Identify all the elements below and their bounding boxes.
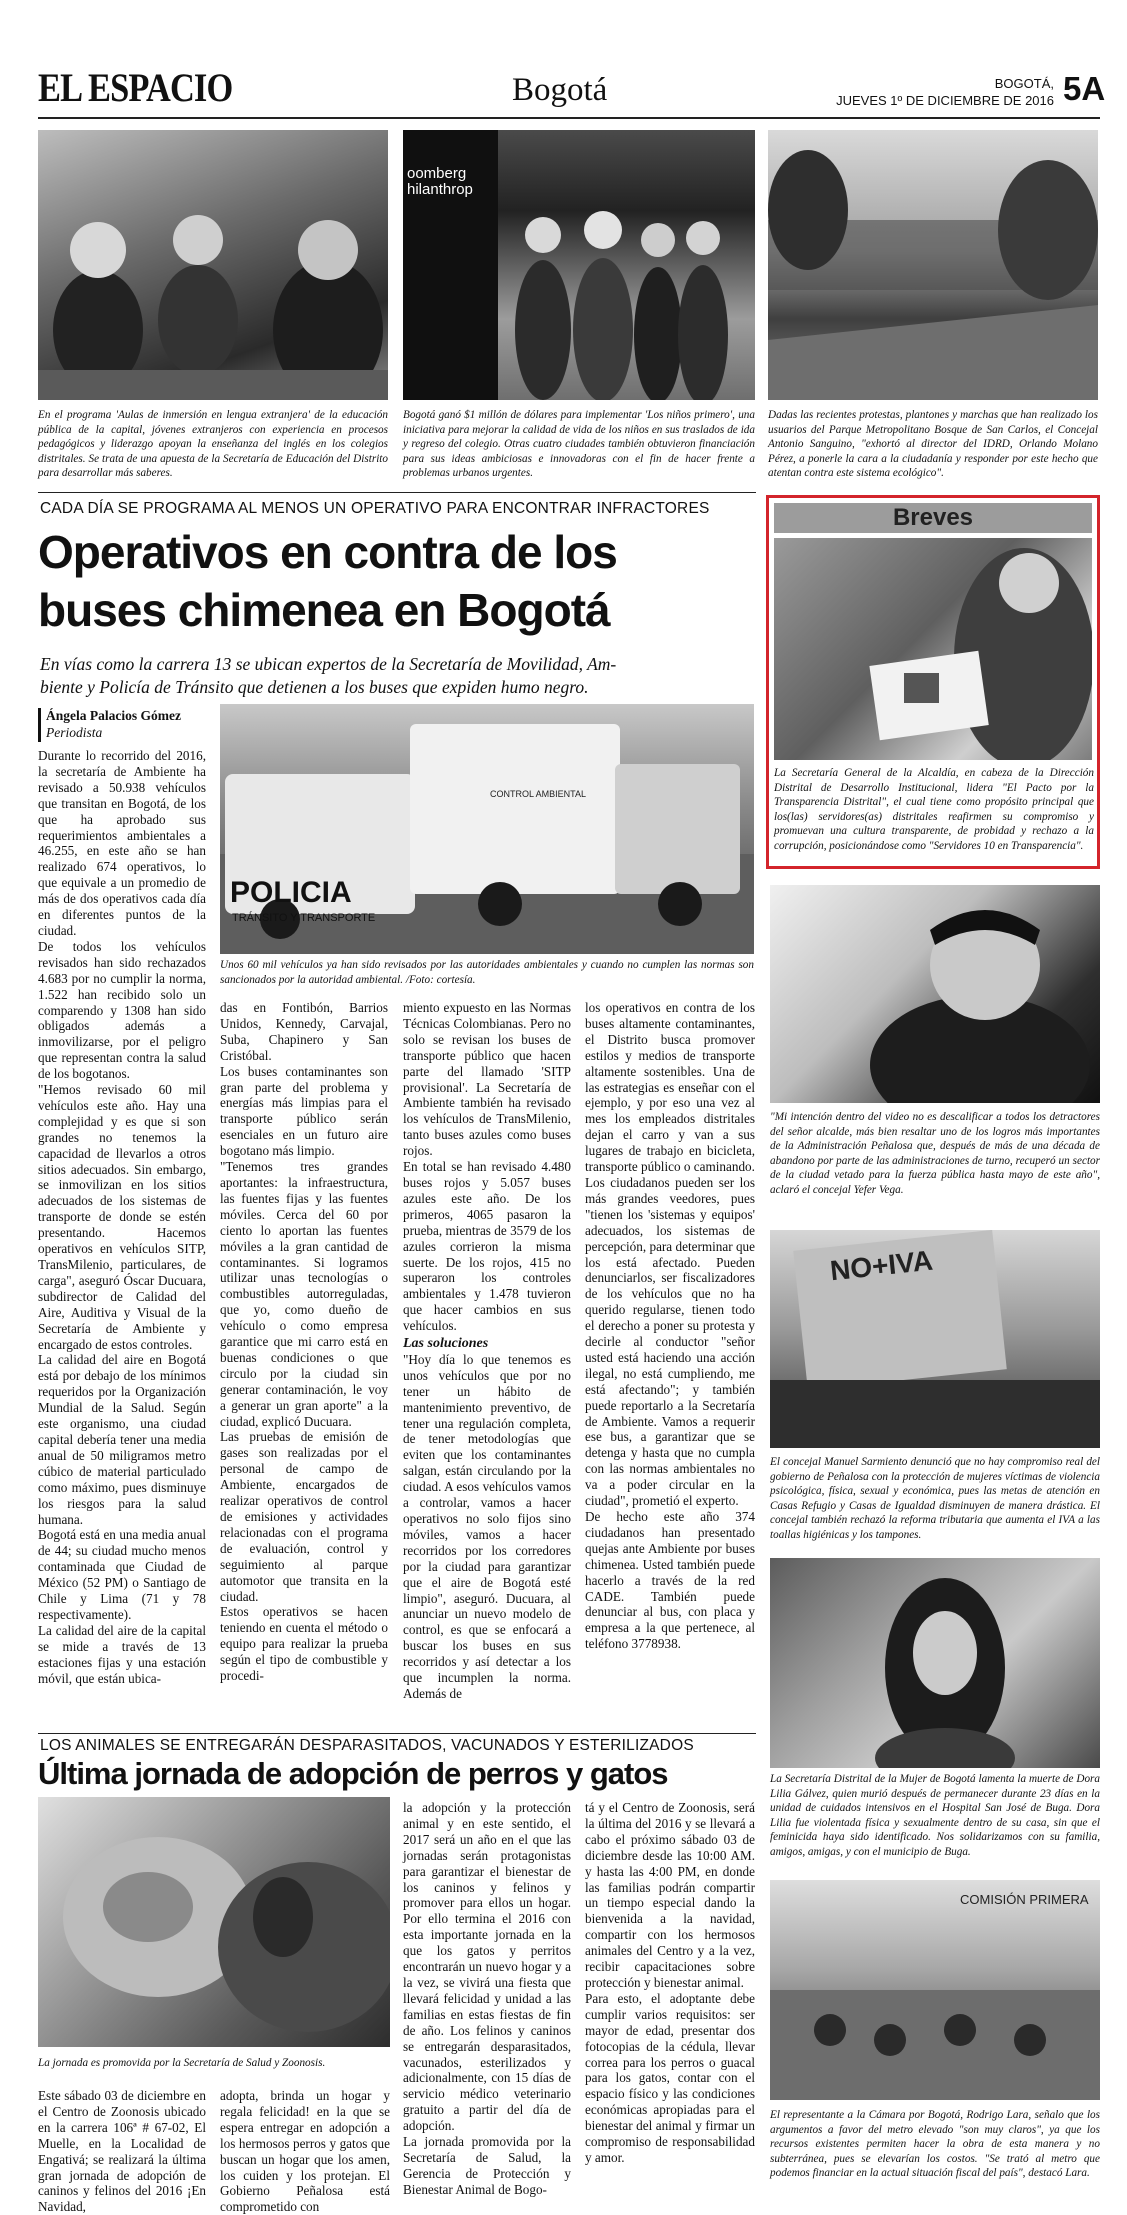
main-col-3-p2: En total se han revisado 4.480 buses rojos y 5.057 buses azules este año. De los primeros, 4065 pasaron la prueba, mientras de 3579 de los azules corrieron la misma suerte. De los rojos, 415 no superaron los controles ambientales y 1.478 tuvieron que hacer cambios en sus vehículos. — [403, 1159, 571, 1334]
victim-caption: La Secretaría Distrital de la Mujer de Bogotá lamenta la muerte de Dora Lilia Gálvez, quien murió después de permanecer durante 23 días en la unidad de cuidados intensivos en el Hospital San José de Buga. Dora Lilia fue violentada física y sexualmente dentro de su casa, sin que el feminicida haya sido identificado. Nos solidarizamos con su familia, amigos, amigas, y con el municipio de Buga. — [770, 1773, 1100, 1858]
main-col-2-p2: Los buses contaminantes son gran parte del problema y energías más limpias para el transporte público serán esenciales en un futuro aire bogotano más limpio. — [220, 1063, 388, 1159]
author-role: Periodista — [46, 725, 103, 740]
main-headline-1: Operativos en contra de los — [38, 526, 617, 578]
education-photo — [38, 130, 388, 400]
adoption-kicker: LOS ANIMALES SE ENTREGARÁN DESPARASITADOS, VACUNADOS Y ESTERILIZADOS — [40, 1737, 694, 1754]
adoption-col-2 — [220, 2088, 390, 2215]
main-deck-1: En vías como la carrera 13 se ubican expertos de la Secretaría de Movilidad, Am- — [40, 654, 617, 674]
masthead-city: BOGOTÁ, — [994, 76, 1054, 91]
truck-text: CONTROL AMBIENTAL — [490, 789, 587, 799]
protest-sign-photo — [770, 1230, 1100, 1448]
dog-cat-photo — [38, 1797, 390, 2047]
bloomberg-sign: oomberg hilanthrop — [407, 165, 473, 198]
police-vehicle-subtext: TRÁNSITO Y TRANSPORTE — [232, 912, 376, 924]
page-number: 5A — [1063, 70, 1106, 107]
main-col-2 — [220, 1000, 388, 1684]
park-protest-photo — [768, 130, 1098, 400]
councilman-vega-photo — [770, 885, 1100, 1103]
bus-inspection-caption: Unos 60 mil vehículos ya han sido revisados por las autoridades ambientales y cuando no cumplen las normas son sancionados por la autoridad ambiental. /Foto: cortesía. — [220, 959, 754, 986]
councilman-sarmiento-caption: El concejal Manuel Sarmiento denunció que no hay compromiso real del gobierno de Peñalosa con la protección de mujeres víctimas de violencia psicológica, física, sexual y económica, pues las metas de atención en Casas Refugio y Casas de Igualdad disminuyen de manera drástica. El concejal también rechazó la reforma tributaria que aumenta el IVA a las toallas higiénicas y los tampones. — [770, 1456, 1100, 1541]
adoption-headline: Última jornada de adopción de perros y gatos — [38, 1756, 668, 1791]
logo: EL ESPACIO — [38, 65, 233, 110]
bloomberg-caption: Bogotá ganó $1 millón de dólares para implementar 'Los niños primero', una iniciativa para mejorar la calidad de vida de los niños en sus traslados de ida y regreso del colegio. Otras cuatro ciudades también obtuvieron financiación para sus ideas ambiciosas e innovadoras con el fin de hacer frente a problemas urbanos urgentes. — [403, 409, 755, 480]
main-col-2-p5: Estos operativos se hacen teniendo en cuenta el método o equipo para realizar la prueba según el tipo de combustible y procedi- — [220, 1604, 388, 1684]
main-kicker: CADA DÍA SE PROGRAMA AL MENOS UN OPERATIVO PARA ENCONTRAR INFRACTORES — [40, 500, 710, 517]
breves-box[interactable] — [766, 495, 1100, 869]
breves-title: Breves — [892, 504, 974, 531]
dog-cat-caption: La jornada es promovida por la Secretaría de Salud y Zoonosis. — [38, 2057, 326, 2069]
adoption-col-2-p1: adopta, brinda un hogar y regala felicidad! en la que se espera entregar en adopción a los hermosos perros y gatos que buscan un hogar que los amen, los cuiden y los protejan. El Gobierno Peñalosa está comprometido con — [220, 2088, 390, 2215]
main-col-1-p2: De todos los vehículos revisados han sido rechazados 4.683 por no cumplir la norma, 1.522 han recibido solo un comparendo y 1308 han sido obligados además a inmovilizarse, por el peligro que representan contra la salud de los bogotanos. — [38, 938, 206, 1082]
transparency-pact-photo — [774, 538, 1092, 760]
adoption-col-4 — [585, 1800, 755, 2166]
main-col-1-p6: La calidad del aire de la capital se mide a través de 13 estaciones fijas y una estación móvil, que están ubica- — [38, 1622, 206, 1686]
adoption-col-4-p1: tá y el Centro de Zoonosis, será la última del 2016 y se llevará a cabo el próximo sábado 03 de diciembre desde las 10:00 AM. y hasta las 4:00 PM, en donde las familias podrán compartir un tiempo especial dando la bienvenida a la navidad, compartir con los hermosos animales del Centro y a la vez, recibir capacitaciones sobre protección y bienestar animal. — [585, 1800, 755, 1990]
representative-lara-caption: El representante a la Cámara por Bogotá, Rodrigo Lara, señalo que los argumentos a favor del metro elevado "son muy claros", ya que los recursos existentes permiten hacer la obra de esta manera y no subterránea, pues se elevarían los costos. "Se trató al metro que podemos financiar en la actual situación fiscal del país", destacó Lara. — [770, 2109, 1100, 2180]
masthead-rule — [38, 117, 1100, 119]
main-col-2-p4: Las pruebas de emisión de gases son realizadas por el personal de campo de Ambiente, encargados de realizar operativos de control de emisiones y actividades relacionadas con el programa de evaluación, control y seguimiento al parque automotor que transita en la ciudad. — [220, 1429, 388, 1604]
main-col-4-p2: Los ciudadanos pueden ser los más grandes veedores, pues "tienen los 'sistemas y equipos' adecuados, los sistemas de percepción, para determinar que los está afectado. Pueden denunciarlos, ser fiscalizadores de los vehículos que no ha querido regularse, tienen todo el derecho a poner su protesta y decirle al conductor "señor usted está haciendo una acción ilegal, no está cumpliendo, me está afectando"; y también puede reportarlo a la Secretaría de Ambiente. Vamos a requerir ese bus, a garantizar que se detenga y hasta que no cumpla con las normas ambientales no va a poder circular en la ciudad", prometió el experto. — [585, 1174, 755, 1509]
victim-portrait-photo — [770, 1558, 1100, 1768]
main-col-2-p1: das en Fontibón, Barrios Unidos, Kennedy, Carvajal, Suba, Chapinero y San Cristóbal. — [220, 1000, 388, 1063]
section-title: Bogotá — [512, 72, 608, 108]
main-col-4-p1: los operativos en contra de los buses altamente contaminantes, el Distrito busca promover estilos y medios de transporte altamente sostenibles. Una de las estrategias es enseñar con el ejemplo, y por eso una vez al mes los empleados distritales dejan el carro y van a sus lugares de trabajo en bicicleta, transporte público o caminando. — [585, 1000, 755, 1175]
bloomberg-photo — [403, 130, 755, 400]
author-rule — [38, 708, 41, 742]
main-col-4-p3: De hecho este año 374 ciudadanos han presentado quejas ante Ambiente por buses chimenea. Usted también puede hacerlo a través de la red CADE. También puede denunciar al bus, con placa y empresa a la que pertenece, al teléfono 3778938. — [585, 1509, 755, 1652]
adoption-col-3-p2: La jornada promovida por la Secretaría de Salud, la Gerencia de Protección y Bienestar Animal de Bogo- — [403, 2134, 571, 2197]
main-col-1-p3: "Hemos revisado 60 mil vehículos este año. Hay una complejidad y es que si son grandes no tenemos la capacidad de llevarlos a otros sitios adecuados. Sin embargo, se inmovilizan en los sitios adecuados de los sistemas de transporte de donde se estén presentando. Hacemos operativos en vehículos SITP, TransMilenio, particulares, de carga", aseguró Óscar Ducuara, subdirector de Calidad del Aire, Auditiva y Visual de la Secretaría de Ambiente y encargado de estos controles. — [38, 1082, 206, 1352]
main-col-3-p3: "Hoy día lo que tenemos es unos vehículos que por no tener un hábito de mantenimiento preventivo, de tener una regulación completa, de tener metodologías que eviten que los contaminantes salgan, están circulando por la ciudad. A esos vehículos vamos a controlar, vamos a hacer operativos no solo fijos sino móviles, vamos a hacer recorridos por los corredores por la ciudad para garantizar que el aire de Bogotá esté limpio", aseguró. Ducuara, al anunciar un nuevo modelo de control, es que se enfocará a buscar los buses en sus recorridos y así detectar a los que incumplen la norma. Además de — [403, 1351, 571, 1701]
adoption-col-1-p1: Este sábado 03 de diciembre en el Centro de Zoonosis ubicado en la carrera 106ª # 67-02, El Muelle, en la Localidad de Engativá; se realizará la última gran jornada de adopción de caninos y felinos del 2016 ¡En Navidad, — [38, 2088, 206, 2215]
masthead-date: JUEVES 1º DE DICIEMBRE DE 2016 — [836, 93, 1054, 108]
main-col-3-p1: miento expuesto en las Normas Técnicas Colombianas. Pero no solo se revisan los buses de transporte público que hacen parte del llamado 'SITP provisional'. La Secretaría de Ambiente también ha revisado los vehículos de TransMilenio, tanto buses azules como buses rojos. — [403, 1000, 571, 1159]
main-col-2-p3: "Tenemos tres grandes aportantes: la infraestructura, las fuentes fijas y las fuentes móviles. Cerca del 60 por ciento lo aportan las fuentes móviles a la gran cantidad de contaminantes. Si logramos utilizar unas tecnologías o combustibles autorreguladas, que yo, como dueño de vehículo o como empresa garantice que mi carro está en buenas condiciones o que circulo por la ciudad sin generar contaminación, le voy a generar un gran aporte" a la ciudad, explicó Ducuara. — [220, 1159, 388, 1429]
top-divider — [38, 492, 756, 493]
main-col-1-p5: Bogotá está en una media anual de 44; su ciudad mucho menos contaminada que Ciudad de México (52 PM) o Santiago de Chile y Lima (71 y 78 respectivamente). — [38, 1527, 206, 1622]
adoption-col-3 — [403, 1800, 571, 2198]
police-vehicle-text: POLICIA — [230, 876, 352, 909]
author-name: Ángela Palacios Gómez — [46, 708, 181, 723]
commission-sign-text: COMISIÓN PRIMERA — [960, 1892, 1089, 1907]
main-col-3 — [403, 1000, 571, 1702]
main-col-4 — [585, 1000, 755, 1652]
main-col-1 — [38, 748, 206, 1686]
no-iva-sign-text: NO+IVA — [828, 1244, 935, 1287]
main-headline-2: buses chimenea en Bogotá — [38, 584, 610, 636]
adoption-col-1 — [38, 2088, 206, 2215]
adoption-col-3-p1: la adopción y la protección animal y en este sentido, el 2017 será un año en el que las jornadas serán protagonistas para garantizar el bienestar de los caninos y felinos y promover para ellos un hogar. Por ello termina el 2016 con esta importante jornada en la que los gatos y perritos encontrarán un nuevo hogar y a la vez, se vivirá una fiesta que llevará felicidad y unidad a las familias en estas fiestas de fin de año. Los felinos y caninos se entregarán desparasitados, vacunados, esterilizados y adicionalmente, con 15 días de servicio médico veterinario gratuito a partir del día de adopción. — [403, 1800, 571, 2134]
councilman-vega-caption: "Mi intención dentro del video no es descalificar a todos los detractores del señor alcalde, más bien resaltar uno de los logros más importantes de la Administración Peñalosa que, después de más de una década de abandono por parte de las administraciones de turno, recuperó un sector de la ciudad vetado para la fuerza pública hasta mayo de este año", aclaró el concejal Yefer Vega. — [770, 1111, 1100, 1196]
bus-inspection-photo — [220, 704, 754, 954]
mid-divider — [38, 1733, 756, 1734]
education-caption: En el programa 'Aulas de inmersión en lengua extranjera' de la educación pública de la capital, jóvenes extranjeros con experiencia en procesos pedagógicos y liderazgo apoyan la enseñanza del inglés en los colegios distritales. Se trata de una apuesta de la Secretaría de Educación del Distrito para desarrollar más saberes. — [38, 409, 388, 480]
main-deck-2: biente y Policía de Tránsito que detienen a los buses que expiden humo negro. — [40, 677, 589, 697]
adoption-col-4-p2: Para esto, el adoptante debe cumplir varios requisitos: ser mayor de edad, presentar dos fotocopias de la cédula, llevar correa para los perros o guacal para los gatos, contar con el espacio físico y las condiciones económicas apropiadas para el bienestar del animal y firmar un compromiso de responsabilidad y amor. — [585, 1990, 755, 2165]
commission-photo — [770, 1880, 1100, 2100]
main-col-3-subhead: Las soluciones — [403, 1336, 489, 1352]
main-col-1-p1: Durante lo recorrido del 2016, la secretaría de Ambiente ha revisado a 50.938 vehículos que transitan en Bogotá, de los que ha aprobado sus requerimientos ambientales a 46.255, en este año se han realizado 674 operativos, lo que equivale a un promedio de más de dos operativos cada día en diferentes puntos de la ciudad. — [38, 748, 206, 938]
main-col-1-p4: La calidad del aire en Bogotá está por debajo de los mínimos requeridos por la Organización Mundial de la Salud. Según este organismo, una ciudad capital debería tener una media anual de 50 miligramos metro cúbico de material particulado como máximo, pues disminuye los riesgos para la salud humana. — [38, 1352, 206, 1527]
park-protest-caption: Dadas las recientes protestas, plantones y marchas que han realizado los usuarios del Parque Metropolitano Bosque de San Carlos, el Concejal Antonio Sanguino, "exhortó al director del IDRD, Orlando Molano Pérez, a ponerle la cara a la ciudadanía y responder por este hecho que atentan contra este sistema ecológico". — [768, 409, 1098, 480]
breves-caption: La Secretaría General de la Alcaldía, en cabeza de la Dirección Distrital de Desarrollo Institucional, lidera "El Pacto por la Transparencia Distrital", el cual tiene como propósito principal que los(las) servidores(as) distritales reafirmen su compromiso y promuevan una cultura transparente, de probidad y rechazo a la corrupción, posicionándose como "Servidores 10 en Transparencia". — [774, 767, 1094, 852]
